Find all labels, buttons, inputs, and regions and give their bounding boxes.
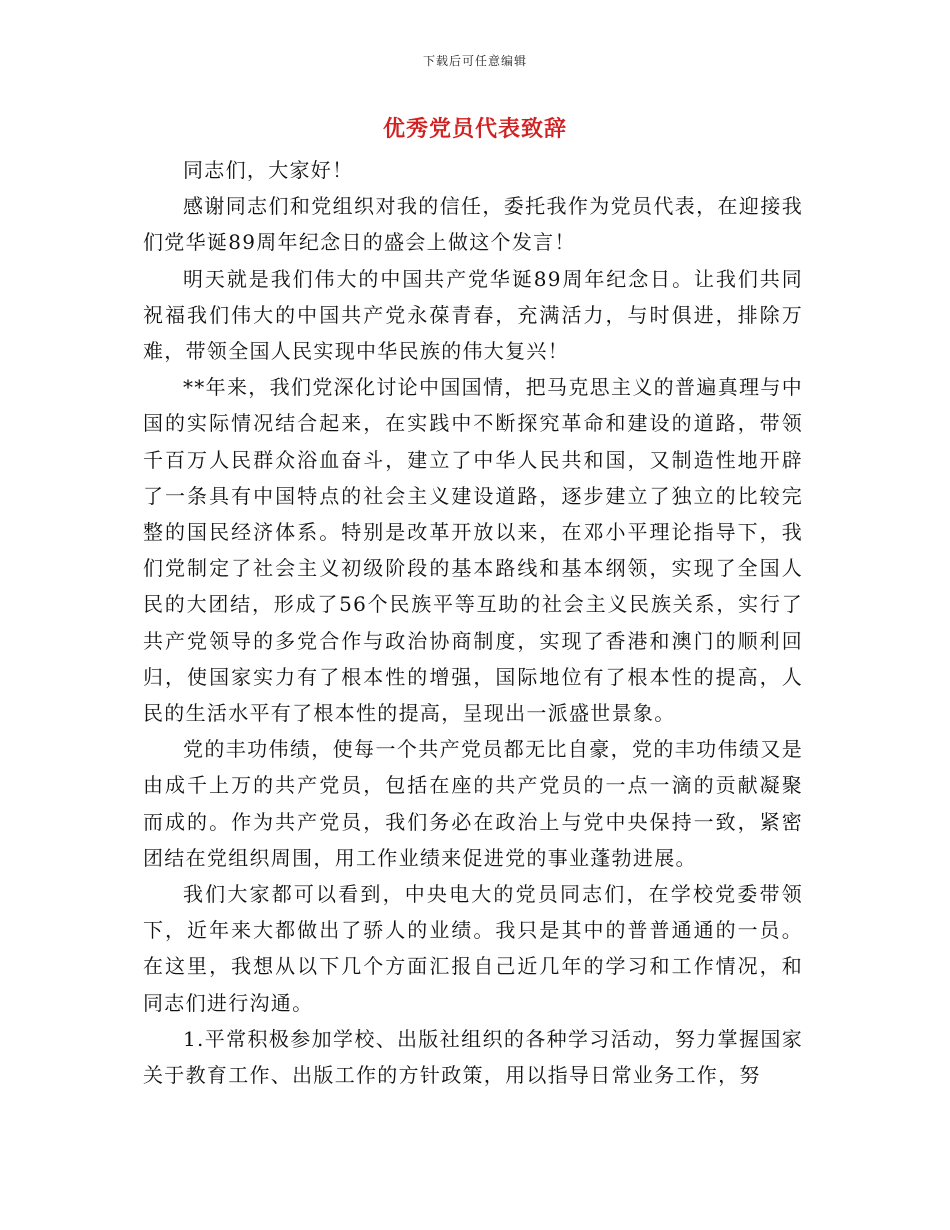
document-body bbox=[143, 152, 803, 1093]
paragraph-item-1: 1.平常积极参加学校、出版社组织的各种学习活动，努力掌握国家关于教育工作、出版工作的方针政策，用以指导日常业务工作，努 bbox=[143, 1026, 803, 1088]
paragraph-thanks: 感谢同志们和党组织对我的信任，委托我作为党员代表，在迎接我们党华诞89周年纪念日的盛会上做这个发言！ bbox=[143, 194, 803, 255]
paragraph-report-intro: 我们大家都可以看到，中央电大的党员同志们，在学校党委带领下，近年来大都做出了骄人的业绩。我只是其中的普普通通的一员。在这里，我想从以下几个方面汇报自己近几年的学习和工作情况，和同志们进行沟通。 bbox=[143, 882, 803, 1015]
header-note: 下载后可任意编辑 bbox=[422, 54, 527, 68]
paragraph-greeting: 同志们，大家好！ bbox=[183, 158, 354, 182]
paragraph-achievements: 党的丰功伟绩，使每一个共产党员都无比自豪，党的丰功伟绩又是由成千上万的共产党员，包括在座的共产党员的一点一滴的贡献凝聚而成的。作为共产党员，我们务必在政治上与党中央保持一致，紧密团结在党组织周围，用工作业绩来促进党的事业蓬勃进展。 bbox=[143, 737, 803, 870]
paragraph-anniversary: 明天就是我们伟大的中国共产党华诞89周年纪念日。让我们共同祝福我们伟大的中国共产党永葆青春，充满活力，与时俱进，排除万难，带领全国人民实现中华民族的伟大复兴！ bbox=[143, 266, 803, 364]
document-title: 优秀党员代表致辞 bbox=[382, 117, 567, 142]
paragraph-history: **年来，我们党深化讨论中国国情，把马克思主义的普遍真理与中国的实际情况结合起来，在实践中不断探究革命和建设的道路，带领千百万人民群众浴血奋斗，建立了中华人民共和国，又制造性地开辟了一条具有中国特点的社会主义建设道路，逐步建立了独立的比较完整的国民经济体系。特别是改革开放以来，在邓小平理论指导下，我们党制定了社会主义初级阶段的基本路线和基本纲领，实现了全国人民的大团结，形成了56个民族平等互助的社会主义民族关系，实行了共产党领导的多党合作与政治协商制度，实现了香港和澳门的顺利回归，使国家实力有了根本性的增强，国际地位有了根本性的提高，人民的生活水平有了根本性的提高，呈现出一派盛世景象。 bbox=[143, 375, 803, 726]
